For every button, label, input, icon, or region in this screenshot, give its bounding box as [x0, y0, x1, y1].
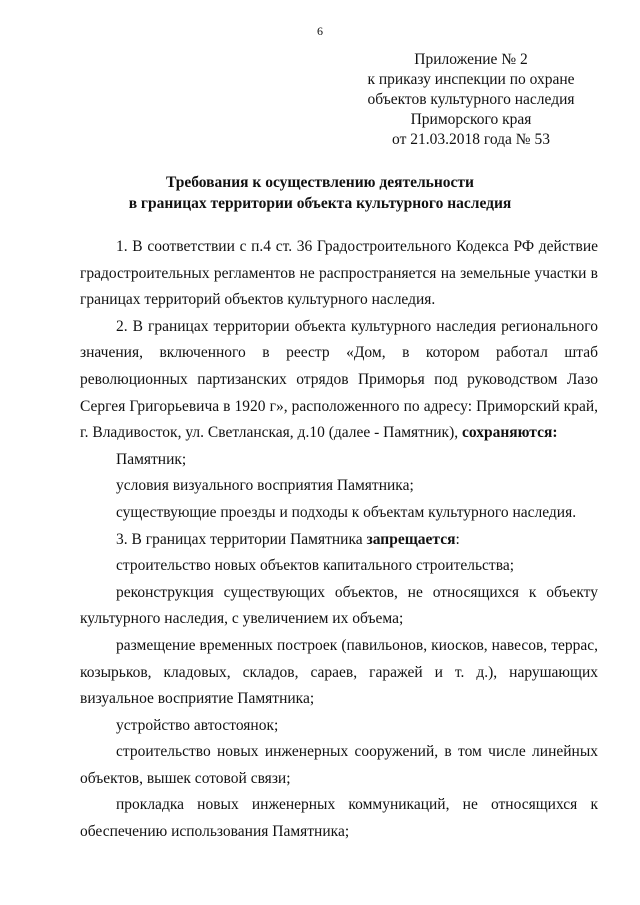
appendix-line: от 21.03.2018 года № 53: [392, 131, 550, 148]
paragraph-text: 3. В границах территории Памятника: [116, 530, 367, 548]
paragraph: [80, 527, 598, 554]
paragraph: строительство новых инженерных сооружений, в том числе линейных объектов, вышек сотовой связи;: [80, 743, 598, 787]
document-title: [60, 172, 580, 214]
paragraph-emphasis: сохраняются:: [461, 424, 558, 442]
paragraph: строительство новых объектов капитального строительства;: [116, 557, 515, 575]
paragraph: Памятник;: [116, 450, 187, 468]
paragraph: 1. В соответствии с п.4 ст. 36 Градостроительного Кодекса РФ действие градостроительных регламентов не распространяется на земельные участки в границах территорий объектов культурного наследия.: [80, 238, 598, 309]
appendix-line: Приморского края: [410, 111, 532, 128]
paragraph-text: :: [455, 530, 460, 548]
document-body: [80, 234, 598, 846]
title-line: Требования к осуществлению деятельности: [166, 174, 474, 191]
appendix-line: объектов культурного наследия: [367, 91, 575, 108]
paragraph-text: 2. В границах территории объекта культурного наследия регионального значения, включенного в реестр «Дом, в котором работал штаб революционных партизанских отрядов Приморья под руководством Лазо Сергея Григорьевича в 1920 г», расположенного по адресу: Приморский край, г. Владивосток, ул. Светланская, д.10 (далее - Памятник),: [80, 317, 598, 442]
paragraph-emphasis: запрещается: [366, 530, 456, 548]
page-number: 6: [317, 24, 323, 38]
paragraph: [80, 314, 598, 447]
appendix-header: [340, 50, 602, 150]
title-line: в границах территории объекта культурного наследия: [128, 195, 512, 212]
appendix-line: к приказу инспекции по охране: [367, 71, 575, 88]
paragraph: устройство автостоянок;: [116, 716, 279, 734]
appendix-line: Приложение № 2: [414, 51, 528, 68]
paragraph: прокладка новых инженерных коммуникаций, не относящихся к обеспечению использования Памятника;: [80, 796, 598, 841]
paragraph: размещение временных построек (павильонов, киосков, навесов, террас, козырьков, кладовых, складов, сараев, гаражей и т. д.), нарушающих визуальное восприятие Памятника;: [80, 636, 598, 708]
paragraph: реконструкция существующих объектов, не относящихся к объекту культурного наследия, с увеличением их объема;: [80, 583, 598, 628]
paragraph: существующие проезды и подходы к объектам культурного наследия.: [116, 503, 577, 521]
paragraph: условия визуального восприятия Памятника;: [116, 477, 414, 495]
